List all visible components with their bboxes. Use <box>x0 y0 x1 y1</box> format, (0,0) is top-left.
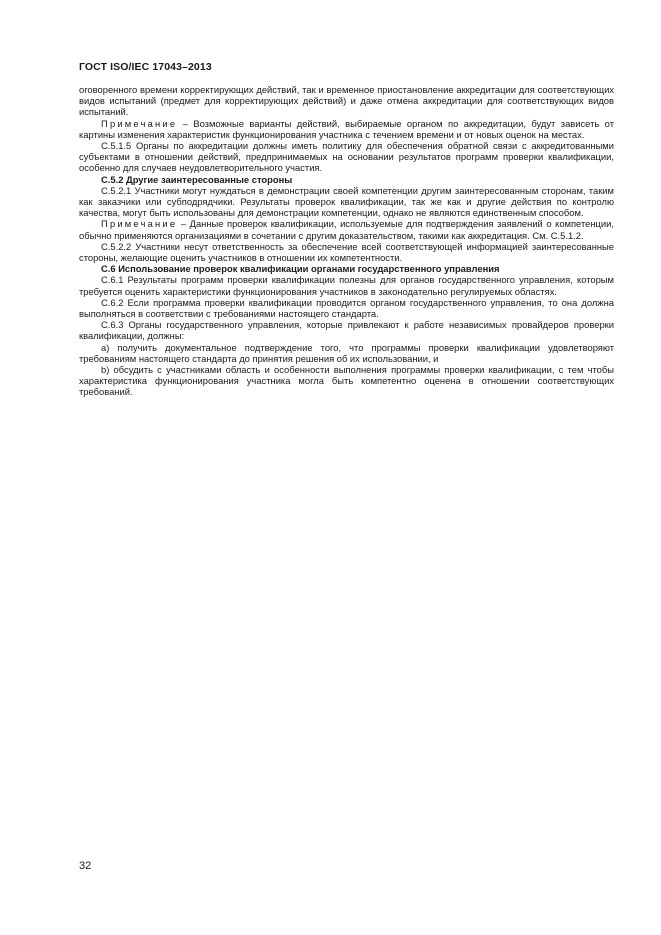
note-label: Примечание <box>101 218 178 230</box>
paragraph-c521: С.5.2.1 Участники могут нуждаться в демонстрации своей компетенции другим заинтересованным сторонам, таким как заказчики или субподрядчики. Результаты проверок квалификации, так же как и другие действия по контролю качества, могут быть использованы для демонстрации компетенции, однако не являются единственным способом. <box>79 184 614 219</box>
paragraph-c61: С.6.1 Результаты программ проверки квалификации полезны для органов государственного управления, которым требуется оценить характеристики функционирования участников в законодательно регулируемых областях. <box>79 274 614 297</box>
list-item-a: a) получить документальное подтверждение того, что программы проверки квалификации удовлетворяют требованиям настоящего стандарта до принятия решения об их использовании, и <box>79 341 614 364</box>
note-2 <box>79 218 614 240</box>
page-header-standard-id: ГОСТ ISO/IEC 17043–2013 <box>79 61 212 73</box>
document-body <box>79 84 614 398</box>
paragraph-c62: С.6.2 Если программа проверки квалификации проводится органом государственного управления, то она должна выполняться в соответствии с требованиями настоящего стандарта. <box>79 296 614 320</box>
paragraph-c515: С.5.1.5 Органы по аккредитации должны иметь политику для обеспечения обратной связи с аккредитованными субъектами в отношении действий, предпринимаемых на основании результатов программ проверки квалификации, особенно для случаев неудовлетворительного участия. <box>79 140 614 174</box>
section-heading-c52: С.5.2 Другие заинтересованные стороны <box>101 173 293 185</box>
note-text: – Возможные варианты действий, выбираемые органом по аккредитации, будут зависеть от картины изменения характеристик функционирования участника с течением времени и от новых оценок на местах. <box>79 117 614 140</box>
note-1 <box>79 118 614 140</box>
note-text: – Данные проверок квалификации, используемые для подтверждения заявлений о компетенции, обычно применяются организациями в сочетании с другим доказательством, такими как аккредитация. См. С.5.1.2. <box>79 218 614 241</box>
page-number: 32 <box>79 860 92 872</box>
list-item-b: b) обсудить с участниками область и особенности выполнения программы проверки квалификации, с тем чтобы характеристика функционирования участника могла быть компетентно оценена в отношении соответствующих требований. <box>79 364 614 398</box>
paragraph-c63: С.6.3 Органы государственного управления, которые привлекают к работе независимых провайдеров проверки квалификации, должны: <box>79 319 614 342</box>
note-label: Примечание <box>101 117 178 129</box>
paragraph-c522: С.5.2.2 Участники несут ответственность за обеспечение всей соответствующей информацией заинтересованные стороны, желающие оценить участников в отношении их компетентности. <box>79 240 614 264</box>
paragraph-continuation: оговоренного времени корректирующих действий, так и временное приостановление аккредитации для соответствующих видов испытаний (предмет для корректирующих действий) и даже отмена аккредитации для соответствующих видов испытаний. <box>79 84 614 118</box>
section-heading-c6: С.6 Использование проверок квалификации органами государственного управления <box>101 263 500 275</box>
